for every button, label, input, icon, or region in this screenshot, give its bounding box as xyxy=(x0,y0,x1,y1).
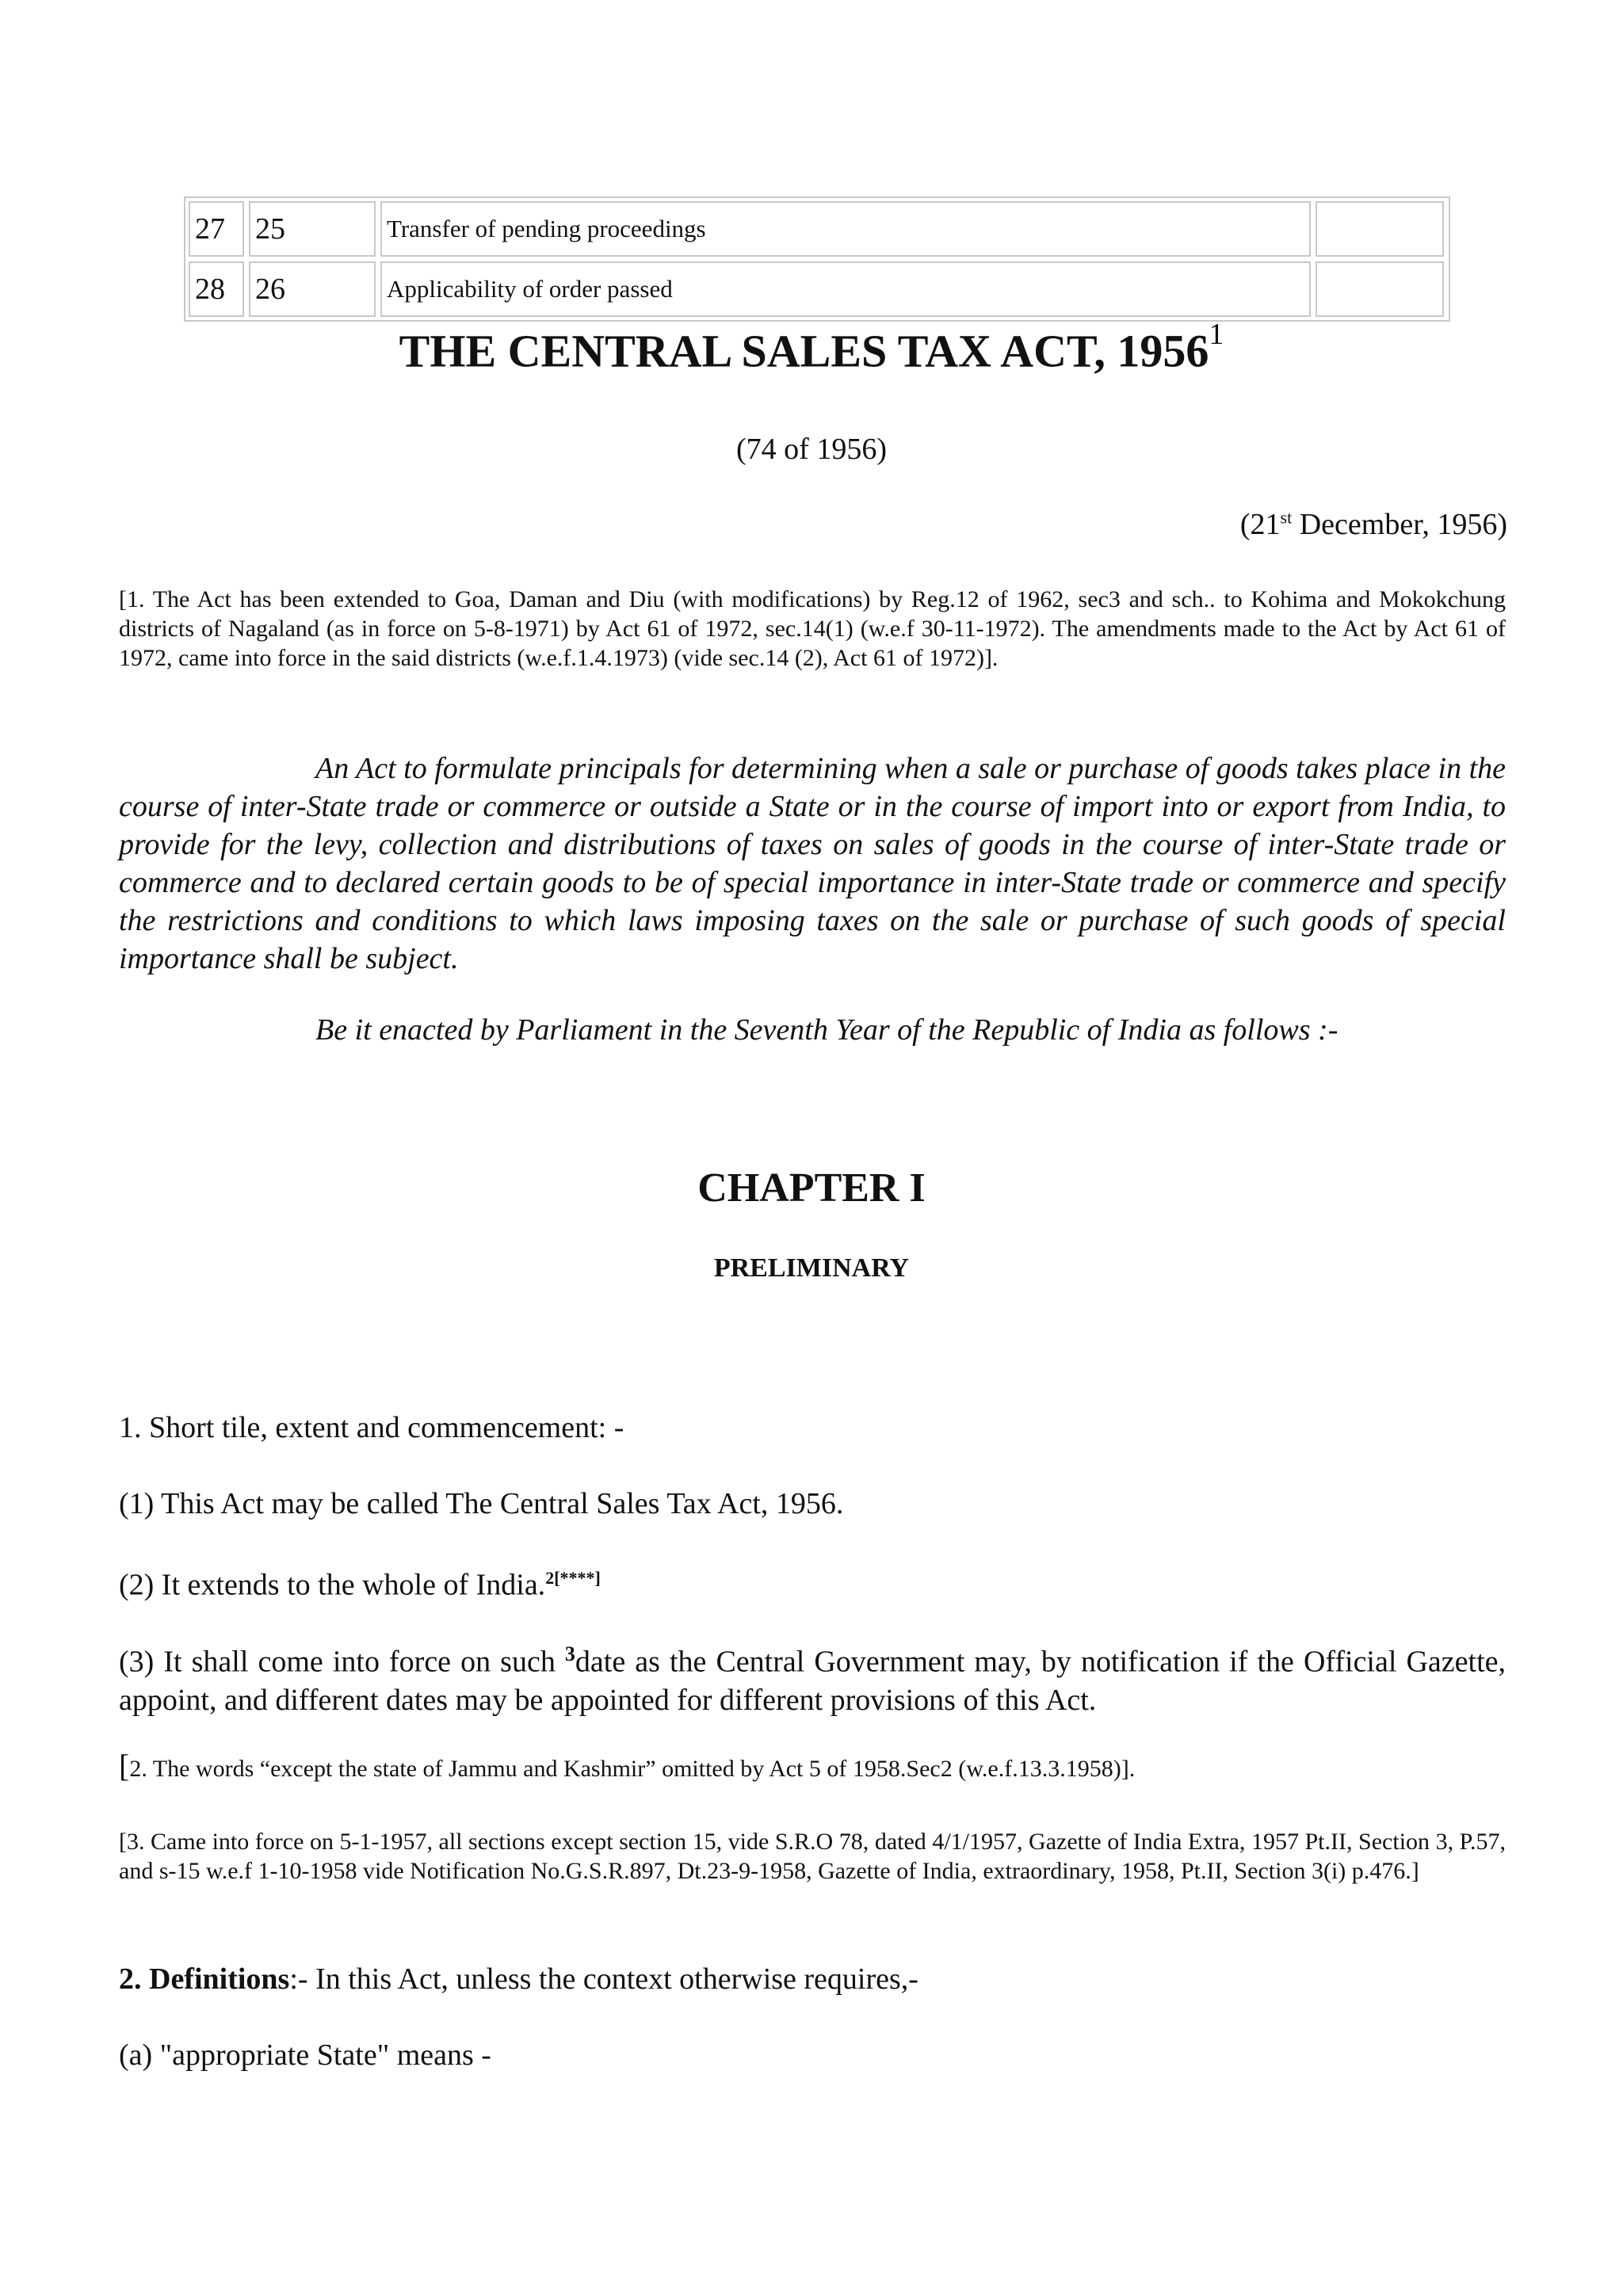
definitions-label: 2. Definitions xyxy=(119,1962,290,1996)
table-row xyxy=(189,261,1445,317)
sub-3-suffix: date as the Central Government may, by notification if the Official Gazette, appoint, and different dates may be appointed for different provisions of this Act. xyxy=(119,1645,1506,1717)
act-title xyxy=(0,318,1623,377)
footnote-1: [1. The Act has been extended to Goa, Daman and Diu (with modifications) by Reg.12 of 1962, sec3 and sch.. to Kohima and Mokokchung districts of Nagaland (as in force on 5-8-1971) by Act 61 of 1972, sec.14(1) (w.e.f 30-11-1972). The amendments made to the Act by Act 61 of 1972, came into force in the said districts (w.e.f.1.4.1973) (vide sec.14 (2), Act 61 of 1972)]. xyxy=(119,586,1506,671)
section-1-heading: 1. Short tile, extent and commencement: - xyxy=(119,1411,624,1444)
blank-cell xyxy=(1316,201,1444,257)
section-number-cell: 25 xyxy=(249,201,376,257)
preamble: An Act to formulate principals for determining when a sale or purchase of goods takes place in the course of inter-State trade or commerce or outside a State or in the course of import into or export from India, to provide for the levy, collection and distributions of taxes on sales of goods in the course of inter-State trade or commerce and to declared certain goods to be of special importance in inter-State trade or commerce and specify the restrictions and conditions to which laws imposing taxes on the sale or purchase of such goods of special importance shall be subject. xyxy=(119,752,1506,975)
section-2-heading xyxy=(119,1960,1506,1998)
date-prefix: (21 xyxy=(1239,508,1281,541)
row-number-cell: 28 xyxy=(189,261,244,317)
chapter-subheading: PRELIMINARY xyxy=(713,1253,910,1283)
section-1-sub-2 xyxy=(119,1559,1506,1604)
section-1-sub-3 xyxy=(119,1635,1506,1719)
section-1-sub-1: (1) This Act may be called The Central Sales Tax Act, 1956. xyxy=(119,1487,844,1520)
act-date xyxy=(1240,507,1507,542)
contents-table xyxy=(184,196,1450,322)
footnote-3: [3. Came into force on 5-1-1957, all sections except section 15, vide S.R.O 78, dated 4/1/1957, Gazette of India Extra, 1957 Pt.II, Section 3, P.57, and s-15 w.e.f 1-10-1958 vide Notification No.G.S.R.897, Dt.23-9-1958, Gazette of India, extraordinary, 1958, Pt.II, Section 3(i) p.476.] xyxy=(119,1829,1506,1884)
row-number-cell: 27 xyxy=(189,201,244,257)
section-title-cell: Applicability of order passed xyxy=(380,261,1311,317)
blank-cell xyxy=(1316,261,1444,317)
section-title-cell: Transfer of pending proceedings xyxy=(380,201,1311,257)
sub-3-prefix: (3) It shall come into force on such xyxy=(119,1645,565,1679)
act-number: (74 of 1956) xyxy=(736,433,887,466)
title-footnote-marker: 1 xyxy=(1209,318,1224,351)
footnote-2-marker: 2[****] xyxy=(545,1568,601,1588)
footnote-2-text: 2. The words “except the state of Jammu and Kashmir” omitted by Act 5 of 1958.Sec2 (w.e.f.13.3.1958)]. xyxy=(129,1756,1136,1782)
footnote-2-bracket: [ xyxy=(119,1748,130,1783)
footnote-3-marker: 3 xyxy=(564,1642,575,1665)
section-number-cell: 26 xyxy=(249,261,376,317)
date-suffix: December, 1956) xyxy=(1292,508,1507,541)
act-title-text: THE CENTRAL SALES TAX ACT, 1956 xyxy=(399,325,1209,377)
date-ordinal: st xyxy=(1280,507,1293,528)
chapter-heading: CHAPTER I xyxy=(697,1165,926,1211)
sub-2-text: (2) It extends to the whole of India. xyxy=(119,1568,546,1602)
enacting-clause: Be it enacted by Parliament in the Seventh Year of the Republic of India as follows :- xyxy=(315,1013,1338,1047)
table-row xyxy=(189,201,1445,257)
section-2-clause-a: (a) "appropriate State" means - xyxy=(119,2039,491,2072)
footnote-2 xyxy=(119,1748,1506,1783)
definitions-text: :- In this Act, unless the context otherwise requires,- xyxy=(289,1962,918,1996)
